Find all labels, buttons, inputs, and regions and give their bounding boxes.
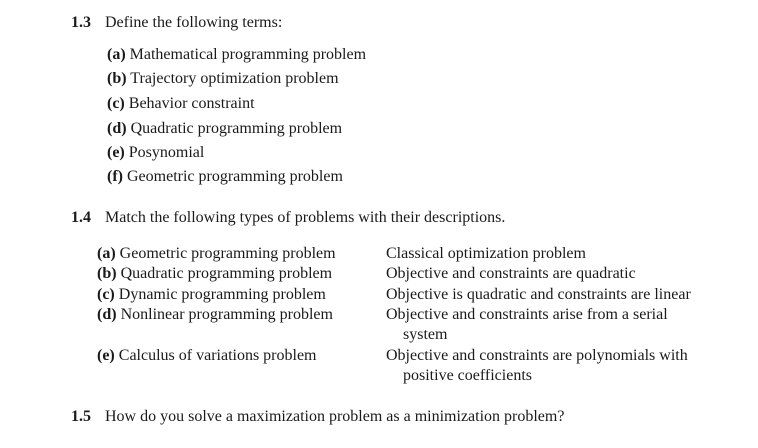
item-label: (a) — [107, 46, 126, 63]
item-text: Dynamic programming problem — [118, 286, 326, 303]
problem-number: 1.5 — [71, 408, 91, 425]
item-text: Quadratic programming problem — [120, 265, 333, 282]
problem-number: 1.3 — [71, 14, 91, 31]
item-label: (c) — [107, 95, 125, 112]
item-label: (d) — [107, 120, 127, 137]
item-text: Trajectory optimization problem — [130, 70, 339, 87]
problem-number: 1.4 — [71, 209, 91, 226]
list-item — [107, 94, 255, 114]
match-right-item: Objective is quadratic and constraints are linear — [386, 286, 691, 303]
match-left-item — [97, 305, 333, 325]
list-item — [107, 45, 366, 65]
item-text: Geometric programming problem — [126, 168, 343, 185]
match-right-item: Classical optimization problem — [386, 245, 586, 262]
item-label: (e) — [107, 144, 125, 161]
item-label: (b) — [97, 265, 117, 282]
list-item — [107, 69, 339, 89]
match-right-item-continuation: positive coefficients — [403, 367, 532, 384]
match-right-item: Objective and constraints arise from a serial — [386, 306, 668, 323]
item-label: (e) — [97, 347, 115, 364]
item-text: Quadratic programming problem — [130, 120, 343, 137]
match-left-item — [97, 346, 317, 366]
match-right-item-continuation: system — [403, 326, 448, 343]
item-text: Behavior constraint — [128, 95, 255, 112]
item-text: Posynomial — [128, 144, 205, 161]
match-right-item: Objective and constraints are polynomials with — [386, 347, 688, 364]
item-text: Mathematical programming problem — [129, 46, 367, 63]
problem-prompt: How do you solve a maximization problem as a minimization problem? — [105, 408, 565, 425]
list-item — [107, 167, 343, 187]
item-label: (b) — [107, 70, 127, 87]
list-item — [107, 119, 342, 139]
item-label: (f) — [107, 168, 123, 185]
item-text: Nonlinear programming problem — [120, 306, 333, 323]
list-item — [107, 143, 204, 163]
item-label: (c) — [97, 286, 115, 303]
match-left-item — [97, 244, 336, 264]
match-left-item — [97, 264, 332, 284]
item-text: Calculus of variations problem — [118, 347, 317, 364]
item-text: Geometric programming problem — [119, 245, 336, 262]
problem-1-3 — [71, 13, 282, 33]
match-right-item: Objective and constraints are quadratic — [386, 265, 636, 282]
item-label: (a) — [97, 245, 116, 262]
problem-prompt: Match the following types of problems with their descriptions. — [105, 209, 506, 226]
match-left-item — [97, 285, 326, 305]
problem-1-5 — [71, 407, 564, 427]
problem-prompt: Define the following terms: — [105, 14, 283, 31]
problem-1-4 — [71, 208, 505, 228]
item-label: (d) — [97, 306, 117, 323]
